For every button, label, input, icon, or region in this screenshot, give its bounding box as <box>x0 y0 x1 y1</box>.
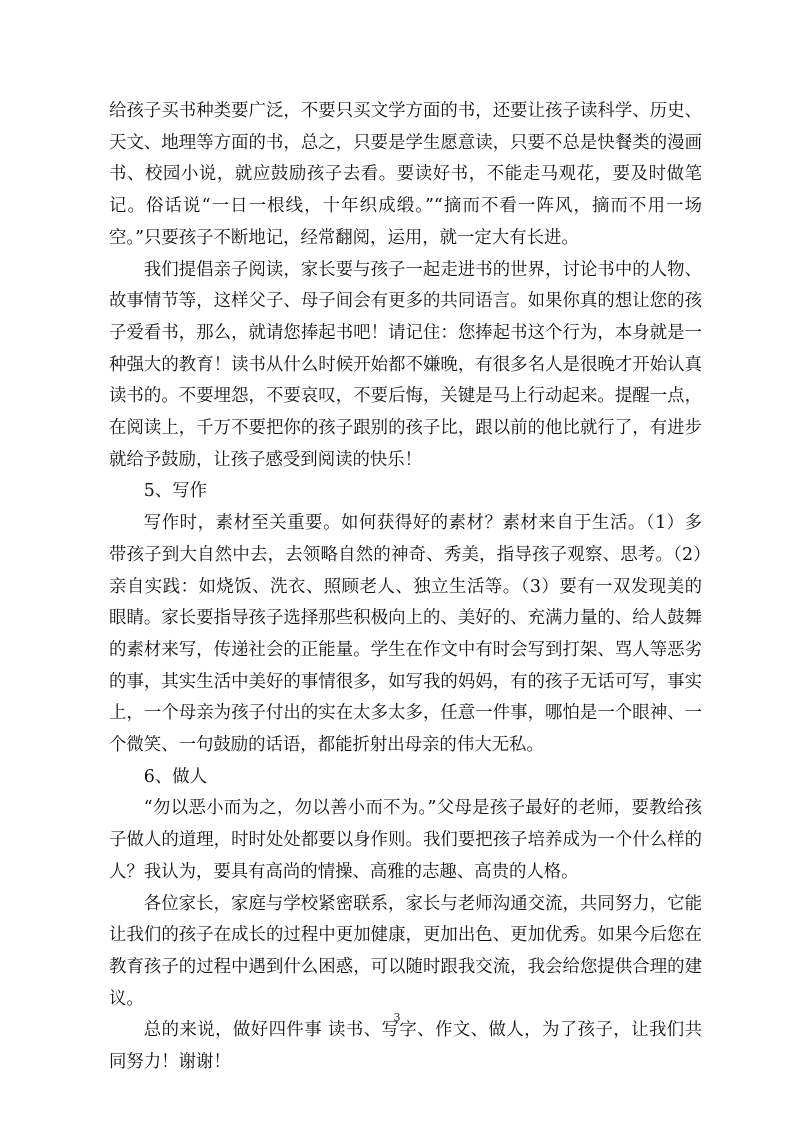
page-number: 3 <box>393 1011 401 1024</box>
paragraph-parent-child-reading: 我们提倡亲子阅读，家长要与孩子一起走进书的世界，讨论书中的人物、故事情节等，这样父子、母子间会有更多的共同语言。如果你真的想让您的孩子爱看书，那么，就请您捧起书吧！请记住：您捧起书这个行为，本身就是一种强大的教育！读书从什么时候开始都不嫌晚，有很多名人是很晚才开始认真读书的。不要埋怨，不要哀叹，不要后悔，关键是马上行动起来。提醒一点，在阅读上，千万不要把你的孩子跟别的孩子比，跟以前的他比就行了，有进步就给予鼓励，让孩子感受到阅读的快乐！ <box>109 259 702 470</box>
document-body <box>109 96 702 1079</box>
section-heading-writing: 5、写作 <box>143 481 208 502</box>
paragraph-home-school-cooperation: 各位家长，家庭与学校紧密联系，家长与老师沟通交流，共同努力，它能让我们的孩子在成长的过程中更加健康，更加出色、更加优秀。如果今后您在教育孩子的过程中遇到什么困惑，可以随时跟我交流，我会给您提供合理的建议。 <box>109 893 702 1009</box>
paragraph-writing-material: 写作时，素材至关重要。如何获得好的素材？素材来自于生活。（1）多带孩子到大自然中去，去领略自然的神奇、秀美，指导孩子观察、思考。（2）亲自实践：如烧饭、洗衣、照顾老人、独立生活等。（3）要有一双发现美的眼睛。家长要指导孩子选择那些积极向上的、美好的、充满力量的、给人鼓舞的素材来写，传递社会的正能量。学生在作文中有时会写到打架、骂人等恶劣的事，其实生活中美好的事情很多，如写我的妈妈，有的孩子无话可写，事实上，一个母亲为孩子付出的实在太多太多，任意一件事，哪怕是一个眼神、一个微笑、一句鼓励的话语，都能折射出母亲的伟大无私。 <box>109 513 702 756</box>
paragraph-conclusion: 总的来说，做好四件事 读书、写字、作文、做人，为了孩子，让我们共同努力！谢谢！ <box>109 1020 702 1073</box>
paragraph-character-education: “勿以恶小而为之，勿以善小而不为。”父母是孩子最好的老师，要教给孩子做人的道理，时时处处都要以身作则。我们要把孩子培养成为一个什么样的人？我认为，要具有高尚的情操、高雅的志趣、高贵的人格。 <box>109 798 702 882</box>
section-heading-character: 6、做人 <box>143 766 208 787</box>
paragraph-book-selection: 给孩子买书种类要广泛，不要只买文学方面的书，还要让孩子读科学、历史、天文、地理等方面的书，总之，只要是学生愿意读，只要不总是快餐类的漫画书、校园小说，就应鼓励孩子去看。要读好书，不能走马观花，要及时做笔记。俗话说“一日一根线，十年织成缎。”“摘而不看一阵风，摘而不用一场空。”只要孩子不断地记，经常翻阅，运用，就一定大有长进。 <box>109 101 702 248</box>
